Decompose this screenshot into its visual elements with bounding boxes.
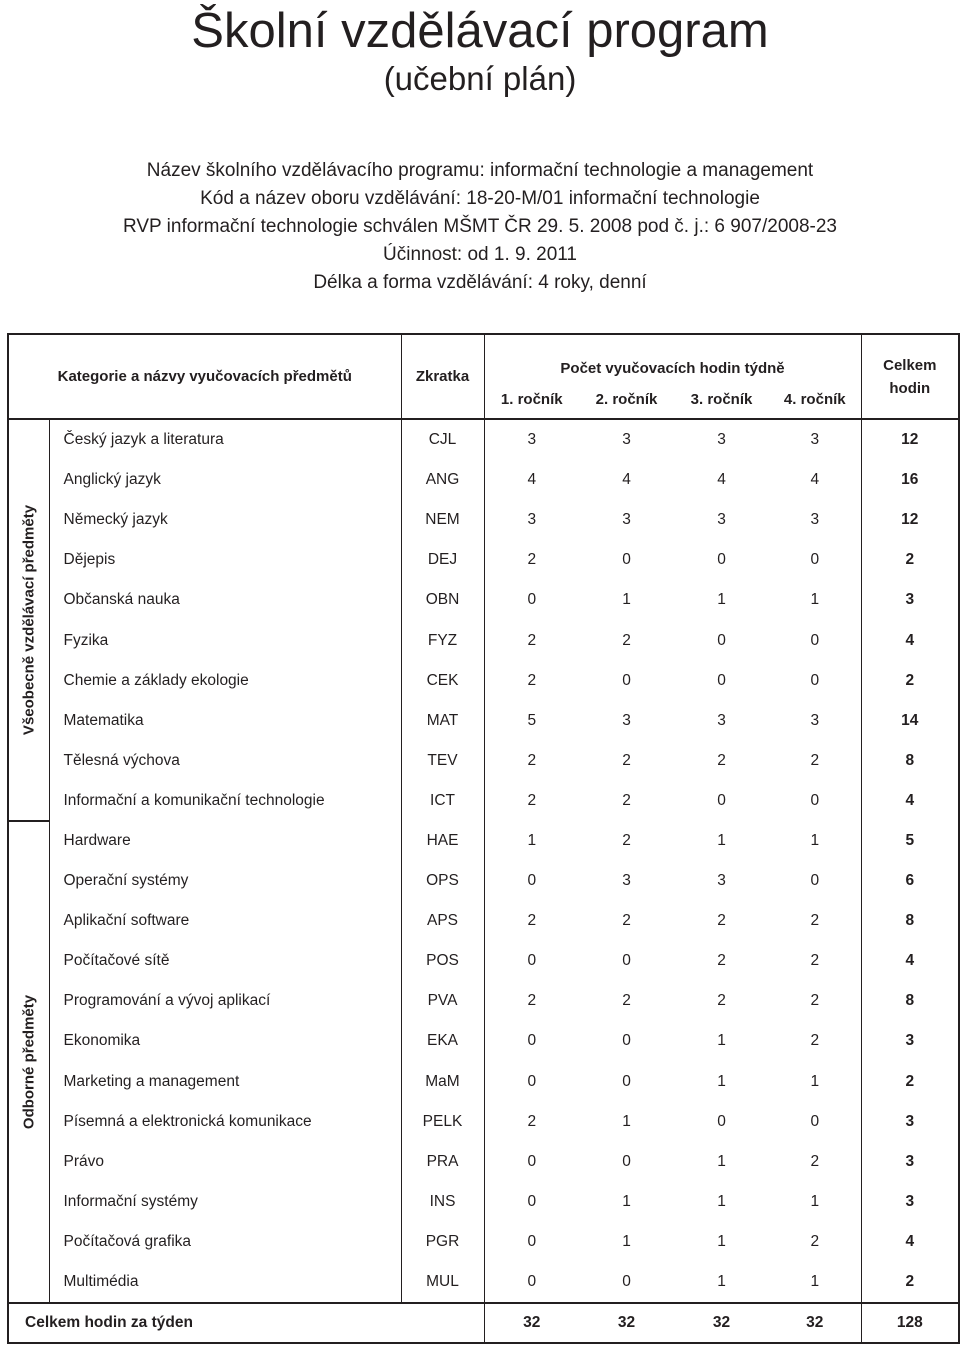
hours-year-2: 3	[622, 872, 631, 890]
hours-total: 6	[861, 861, 959, 901]
subject-abbr: FYZ	[401, 620, 484, 660]
subject-name: Německý jazyk	[49, 500, 401, 540]
table-row	[8, 1142, 959, 1182]
subject-abbr: EKA	[401, 1021, 484, 1061]
general-subjects	[8, 419, 959, 821]
total-grand: 128	[861, 1303, 959, 1343]
hours-year-1: 2	[484, 540, 579, 580]
header-year-1: 1. ročník	[484, 381, 579, 419]
header-year-3: 3. ročník	[674, 381, 769, 419]
hours-year-2: 0	[622, 1072, 631, 1090]
hours-year-3: 2	[717, 751, 726, 769]
hours-year-1: 0	[484, 1222, 579, 1262]
hours-year-1: 2	[484, 661, 579, 701]
hours-year-4: 1	[810, 831, 820, 849]
hours-year-3: 0	[717, 671, 726, 689]
table-row	[8, 419, 959, 460]
subject-name: Matematika	[49, 701, 401, 741]
hours-year-1: 2	[484, 620, 579, 660]
table-row	[8, 1102, 959, 1142]
info-duration: Délka a forma vzdělávání: 4 roky, denní	[313, 272, 647, 293]
subject-abbr: TEV	[401, 741, 484, 781]
hours-year-2: 3	[622, 511, 631, 529]
subject-name: Multimédia	[49, 1262, 401, 1303]
table-row	[8, 781, 959, 821]
hours-year-4: 0	[810, 872, 820, 890]
hours-year-3: 1	[717, 1192, 726, 1210]
hours-year-2: 1	[622, 591, 631, 609]
hours-year-2: 2	[622, 751, 631, 769]
document-subtitle: (učební plán)	[383, 60, 577, 97]
subject-abbr: PVA	[401, 981, 484, 1021]
header-year-4: 4. ročník	[769, 381, 861, 419]
hours-year-3: 0	[717, 551, 726, 569]
table-row	[8, 460, 959, 500]
table-row	[8, 620, 959, 660]
subject-name: Marketing a management	[49, 1062, 401, 1102]
hours-year-2: 2	[622, 912, 631, 930]
hours-year-4: 2	[810, 912, 820, 930]
hours-total: 4	[861, 1222, 959, 1262]
header-weekly-hours: Počet vyučovacích hodin týdně	[484, 334, 861, 381]
subject-abbr: INS	[401, 1182, 484, 1222]
hours-year-2: 0	[622, 1273, 631, 1291]
subject-name: Právo	[49, 1142, 401, 1182]
hours-year-2: 4	[622, 471, 631, 489]
table-row	[8, 1262, 959, 1303]
hours-year-4: 3	[810, 511, 820, 529]
hours-year-2: 0	[622, 551, 631, 569]
hours-year-4: 0	[810, 551, 820, 569]
subject-abbr: APS	[401, 901, 484, 941]
hours-year-3: 2	[717, 952, 726, 970]
hours-year-3: 0	[717, 1112, 726, 1130]
hours-year-1: 0	[484, 1142, 579, 1182]
subject-abbr: MUL	[401, 1262, 484, 1303]
table-row	[8, 1021, 959, 1061]
header-abbr: Zkratka	[401, 334, 484, 419]
hours-year-3: 3	[717, 711, 726, 729]
subject-name: Písemná a elektronická komunikace	[49, 1102, 401, 1142]
subject-abbr: MAT	[401, 701, 484, 741]
program-info	[0, 157, 960, 297]
hours-year-4: 2	[810, 1152, 820, 1170]
subject-abbr: DEJ	[401, 540, 484, 580]
hours-year-1: 3	[484, 419, 579, 460]
subject-name: Chemie a základy ekologie	[49, 661, 401, 701]
hours-year-4: 0	[810, 791, 820, 809]
subject-abbr: POS	[401, 941, 484, 981]
hours-total: 2	[861, 1262, 959, 1303]
hours-year-3: 3	[717, 511, 726, 529]
hours-total: 3	[861, 1182, 959, 1222]
hours-total: 4	[861, 941, 959, 981]
table-row	[8, 1062, 959, 1102]
table-row	[8, 941, 959, 981]
hours-year-1: 0	[484, 1021, 579, 1061]
subject-name: Fyzika	[49, 620, 401, 660]
table-row	[8, 661, 959, 701]
hours-year-4: 1	[810, 1192, 820, 1210]
hours-year-3: 1	[717, 1032, 726, 1050]
table-row	[8, 1222, 959, 1262]
hours-year-1: 5	[484, 701, 579, 741]
general-subjects-category-label: Všeobecně vzdělávací předměty	[20, 504, 38, 736]
subject-name: Anglický jazyk	[49, 460, 401, 500]
table-row	[8, 741, 959, 781]
hours-total: 16	[861, 460, 959, 500]
hours-year-3: 0	[717, 791, 726, 809]
hours-year-1: 0	[484, 941, 579, 981]
table-row	[8, 580, 959, 620]
hours-year-2: 0	[622, 671, 631, 689]
subject-name: Občanská nauka	[49, 580, 401, 620]
subject-name: Počítačové sítě	[49, 941, 401, 981]
hours-total: 12	[861, 419, 959, 460]
hours-year-4: 4	[810, 471, 820, 489]
hours-year-4: 0	[810, 1112, 820, 1130]
hours-total: 2	[861, 661, 959, 701]
subject-abbr: CEK	[401, 661, 484, 701]
hours-year-3: 1	[717, 1273, 726, 1291]
document-title: Školní vzdělávací program	[191, 4, 769, 58]
total-year-2: 32	[579, 1303, 674, 1343]
hours-total: 2	[861, 1062, 959, 1102]
hours-year-2: 2	[622, 791, 631, 809]
hours-year-4: 0	[810, 671, 820, 689]
hours-year-4: 1	[810, 1273, 820, 1291]
table-row	[8, 1182, 959, 1222]
hours-total: 3	[861, 1102, 959, 1142]
hours-year-2: 1	[622, 1192, 631, 1210]
total-year-4: 32	[769, 1303, 861, 1343]
hours-total: 8	[861, 741, 959, 781]
hours-total: 5	[861, 821, 959, 861]
vocational-subjects	[8, 821, 959, 1303]
hours-total: 8	[861, 901, 959, 941]
subject-name: Dějepis	[49, 540, 401, 580]
info-rvp-approval: RVP informační technologie schválen MŠMT ČR 29. 5. 2008 pod č. j.: 6 907/2008-23	[123, 216, 837, 237]
subject-name: Ekonomika	[49, 1021, 401, 1061]
hours-year-2: 2	[622, 631, 631, 649]
table-row	[8, 500, 959, 540]
subject-abbr: NEM	[401, 500, 484, 540]
hours-year-1: 2	[484, 741, 579, 781]
subject-abbr: PRA	[401, 1142, 484, 1182]
hours-year-3: 2	[717, 912, 726, 930]
info-program-name: Název školního vzdělávacího programu: informační technologie a management	[146, 160, 814, 181]
hours-year-1: 0	[484, 1182, 579, 1222]
header-year-2: 2. ročník	[579, 381, 674, 419]
header-total-line2: hodin	[889, 379, 931, 397]
subject-name: Operační systémy	[49, 861, 401, 901]
hours-year-2: 3	[622, 711, 631, 729]
total-year-3: 32	[674, 1303, 769, 1343]
subject-abbr: CJL	[401, 419, 484, 460]
header-category: Kategorie a názvy vyučovacích předmětů	[8, 334, 401, 419]
hours-year-1: 0	[484, 861, 579, 901]
hours-year-3: 3	[717, 431, 726, 449]
hours-year-2: 1	[622, 1112, 631, 1130]
hours-year-4: 2	[810, 1032, 820, 1050]
subject-abbr: OBN	[401, 580, 484, 620]
total-row	[8, 1303, 959, 1343]
hours-year-1: 1	[484, 821, 579, 861]
info-effective-date: Účinnost: od 1. 9. 2011	[383, 244, 577, 265]
subject-name: Informační systémy	[49, 1182, 401, 1222]
table-row	[8, 821, 959, 861]
hours-year-4: 2	[810, 992, 820, 1010]
subject-abbr: OPS	[401, 861, 484, 901]
hours-total: 4	[861, 620, 959, 660]
hours-year-3: 1	[717, 1232, 726, 1250]
hours-total: 2	[861, 540, 959, 580]
hours-year-4: 2	[810, 1232, 820, 1250]
hours-year-4: 2	[810, 952, 820, 970]
hours-year-4: 1	[810, 1072, 820, 1090]
hours-year-3: 1	[717, 831, 726, 849]
table-row	[8, 861, 959, 901]
hours-year-1: 0	[484, 1062, 579, 1102]
info-field-code: Kód a název oboru vzdělávání: 18-20-M/01 informační technologie	[200, 188, 760, 209]
hours-year-2: 0	[622, 952, 631, 970]
subject-abbr: ANG	[401, 460, 484, 500]
subject-name: Aplikační software	[49, 901, 401, 941]
hours-year-1: 4	[484, 460, 579, 500]
subject-abbr: ICT	[401, 781, 484, 821]
subject-abbr: PGR	[401, 1222, 484, 1262]
hours-year-1: 2	[484, 1102, 579, 1142]
hours-year-1: 0	[484, 1262, 579, 1303]
hours-year-3: 3	[717, 872, 726, 890]
subject-abbr: MaM	[401, 1062, 484, 1102]
hours-year-1: 2	[484, 781, 579, 821]
hours-total: 3	[861, 580, 959, 620]
hours-year-3: 1	[717, 591, 726, 609]
subject-name: Český jazyk a literatura	[49, 419, 401, 460]
hours-year-4: 1	[810, 591, 820, 609]
hours-year-1: 0	[484, 580, 579, 620]
hours-year-1: 3	[484, 500, 579, 540]
subject-name: Hardware	[49, 821, 401, 861]
hours-year-2: 2	[622, 831, 631, 849]
general-subjects-category	[8, 419, 49, 821]
hours-total: 12	[861, 500, 959, 540]
subject-abbr: HAE	[401, 821, 484, 861]
vocational-subjects-category	[8, 821, 49, 1303]
hours-year-3: 2	[717, 992, 726, 1010]
hours-year-4: 3	[810, 711, 820, 729]
hours-year-1: 2	[484, 981, 579, 1021]
subject-name: Informační a komunikační technologie	[49, 781, 401, 821]
hours-year-3: 1	[717, 1152, 726, 1170]
hours-year-2: 0	[622, 1032, 631, 1050]
subject-name: Tělesná výchova	[49, 741, 401, 781]
curriculum-table	[7, 333, 960, 1344]
hours-year-4: 3	[810, 431, 820, 449]
hours-year-1: 2	[484, 901, 579, 941]
hours-total: 4	[861, 781, 959, 821]
total-year-1: 32	[484, 1303, 579, 1343]
hours-year-3: 4	[717, 471, 726, 489]
hours-year-2: 3	[622, 431, 631, 449]
hours-year-3: 1	[717, 1072, 726, 1090]
vocational-subjects-category-label: Odborné předměty	[20, 994, 38, 1130]
header-total	[861, 334, 959, 419]
hours-total: 3	[861, 1142, 959, 1182]
table-row	[8, 981, 959, 1021]
hours-total: 8	[861, 981, 959, 1021]
subject-name: Programování a vývoj aplikací	[49, 981, 401, 1021]
hours-year-2: 2	[622, 992, 631, 1010]
header-total-line1: Celkem	[883, 356, 937, 374]
subject-abbr: PELK	[401, 1102, 484, 1142]
subject-name: Počítačová grafika	[49, 1222, 401, 1262]
hours-year-2: 1	[622, 1232, 631, 1250]
hours-year-3: 0	[717, 631, 726, 649]
total-row-label: Celkem hodin za týden	[8, 1303, 484, 1343]
table-row	[8, 701, 959, 741]
hours-year-2: 0	[622, 1152, 631, 1170]
hours-year-4: 0	[810, 631, 820, 649]
hours-total: 14	[861, 701, 959, 741]
table-row	[8, 901, 959, 941]
hours-year-4: 2	[810, 751, 820, 769]
hours-total: 3	[861, 1021, 959, 1061]
table-row	[8, 540, 959, 580]
